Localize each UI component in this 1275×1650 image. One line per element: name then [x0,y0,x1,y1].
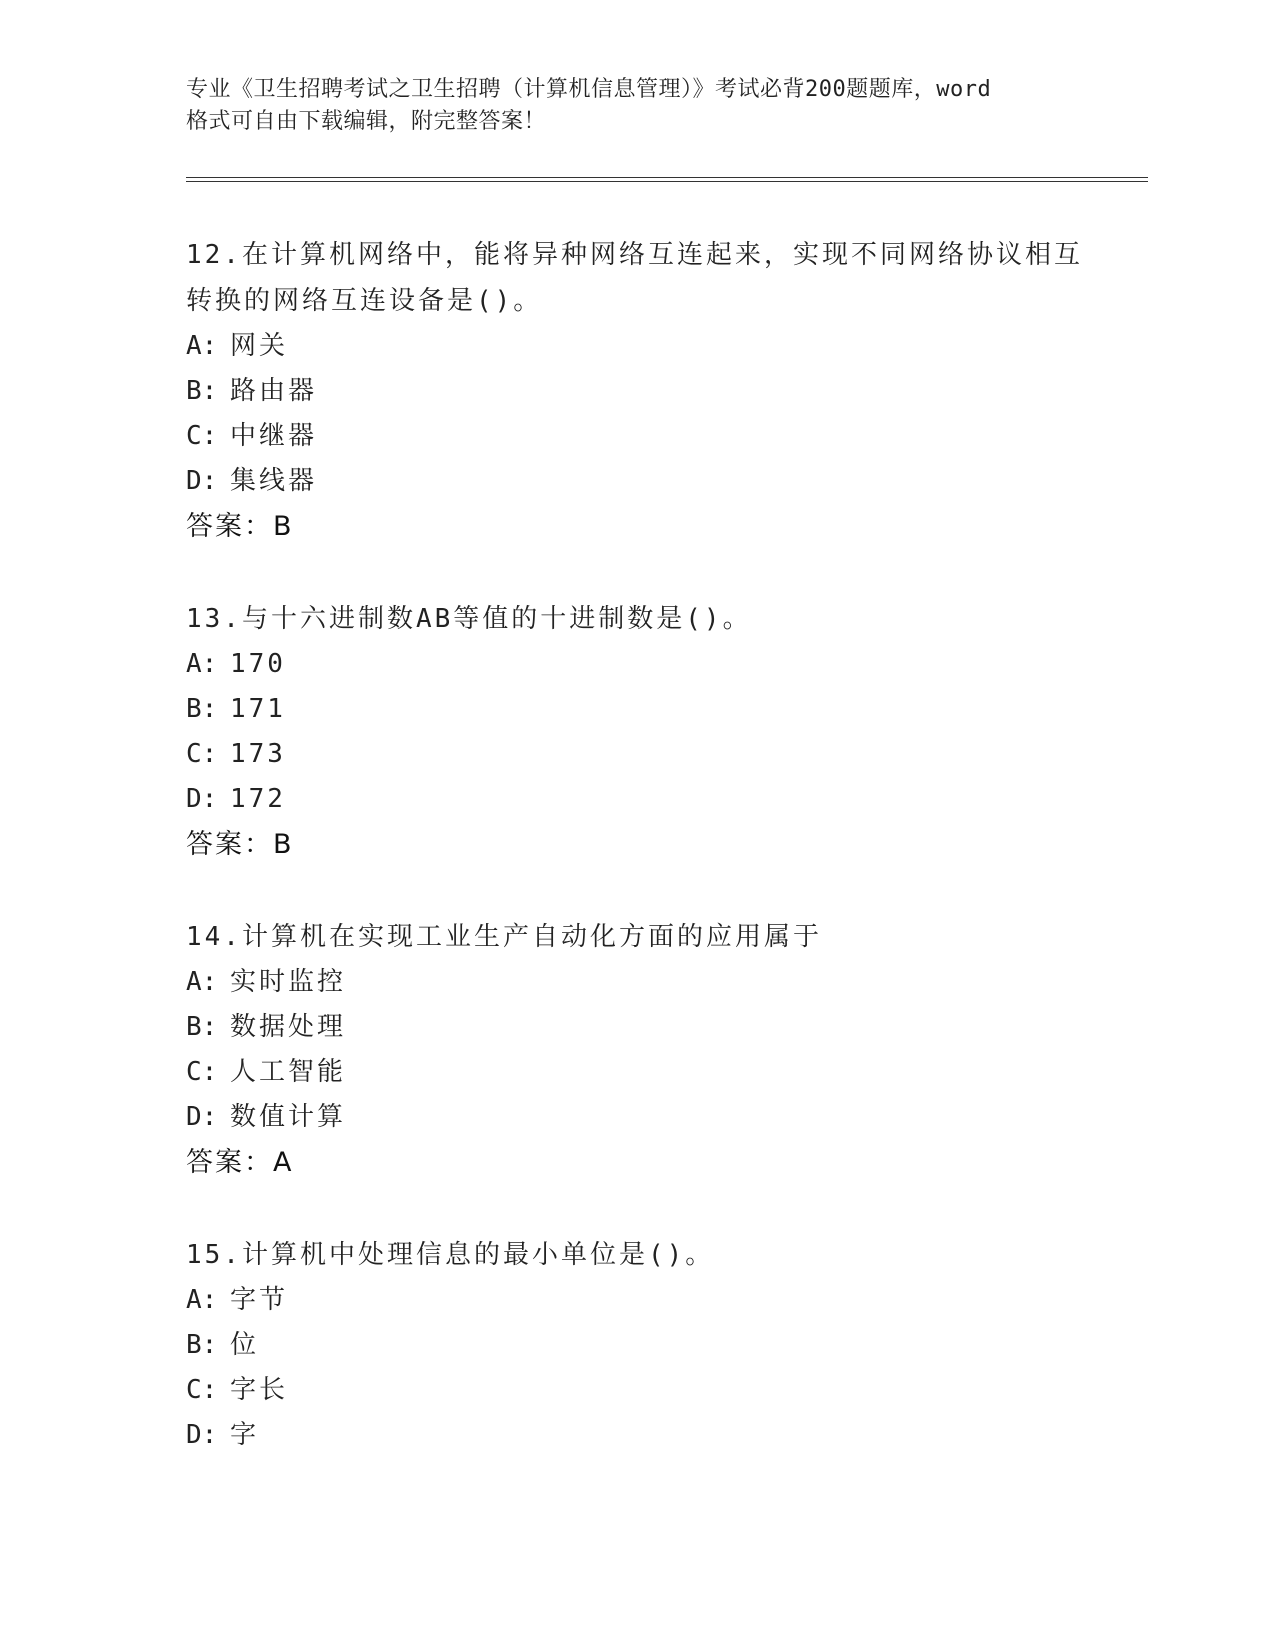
option-key: C: [186,739,218,769]
option-text: 路由器 [230,376,318,406]
option-d [186,459,1086,504]
option-c [186,414,1086,459]
option-text: 170 [230,649,286,679]
document-header [186,74,1086,138]
option-text: 171 [230,694,286,724]
option-key: D: [186,784,218,814]
option-key: D: [186,1102,218,1132]
option-c [186,732,1086,777]
option-b [186,369,1086,414]
option-key: C: [186,1375,218,1405]
option-text: 数据处理 [230,1012,347,1042]
option-a [186,1278,1086,1323]
option-key: B: [186,694,218,724]
question-stem: 14.计算机在实现工业生产自动化方面的应用属于 [186,922,822,952]
option-text: 字节 [230,1285,289,1315]
option-text: 网关 [230,331,289,361]
option-text: 人工智能 [230,1057,347,1087]
option-key: B: [186,1330,218,1360]
option-text: 字 [230,1420,260,1450]
option-text: 位 [230,1330,260,1360]
option-b [186,1005,1086,1050]
option-c [186,1050,1086,1095]
header-line-2: 格式可自由下载编辑，附完整答案！ [186,109,547,134]
answer-line: 答案：B [186,511,294,542]
header-line-1: 专业《卫生招聘考试之卫生招聘（计算机信息管理）》考试必背200题题库，word [186,77,992,102]
question-stem-continued: 转换的网络互连设备是()。 [186,286,543,316]
option-key: B: [186,1012,218,1042]
question-12 [186,232,1086,550]
option-key: B: [186,376,218,406]
option-d [186,1095,1086,1140]
option-text: 173 [230,739,286,769]
option-text: 172 [230,784,286,814]
header-divider [186,177,1148,182]
option-key: A: [186,649,218,679]
question-13 [186,596,1086,868]
option-a [186,324,1086,369]
answer-line: 答案：B [186,829,294,860]
option-key: C: [186,1057,218,1087]
option-key: A: [186,967,218,997]
question-stem: 15.计算机中处理信息的最小单位是()。 [186,1240,715,1270]
option-b [186,1323,1086,1368]
option-text: 集线器 [230,466,318,496]
question-list [186,232,1086,1504]
option-key: D: [186,1420,218,1450]
answer-line: 答案：A [186,1147,294,1178]
option-c [186,1368,1086,1413]
option-text: 数值计算 [230,1102,347,1132]
option-a [186,960,1086,1005]
option-key: A: [186,1285,218,1315]
option-text: 字长 [230,1375,289,1405]
option-key: D: [186,466,218,496]
option-key: A: [186,331,218,361]
question-stem: 12.在计算机网络中，能将异种网络互连起来，实现不同网络协议相互 [186,240,1083,270]
question-14 [186,914,1086,1186]
option-key: C: [186,421,218,451]
option-a [186,642,1086,687]
question-stem: 13.与十六进制数AB等值的十进制数是()。 [186,604,752,634]
option-b [186,687,1086,732]
option-text: 中继器 [230,421,318,451]
option-d [186,777,1086,822]
option-d [186,1413,1086,1458]
question-15 [186,1232,1086,1458]
option-text: 实时监控 [230,967,347,997]
